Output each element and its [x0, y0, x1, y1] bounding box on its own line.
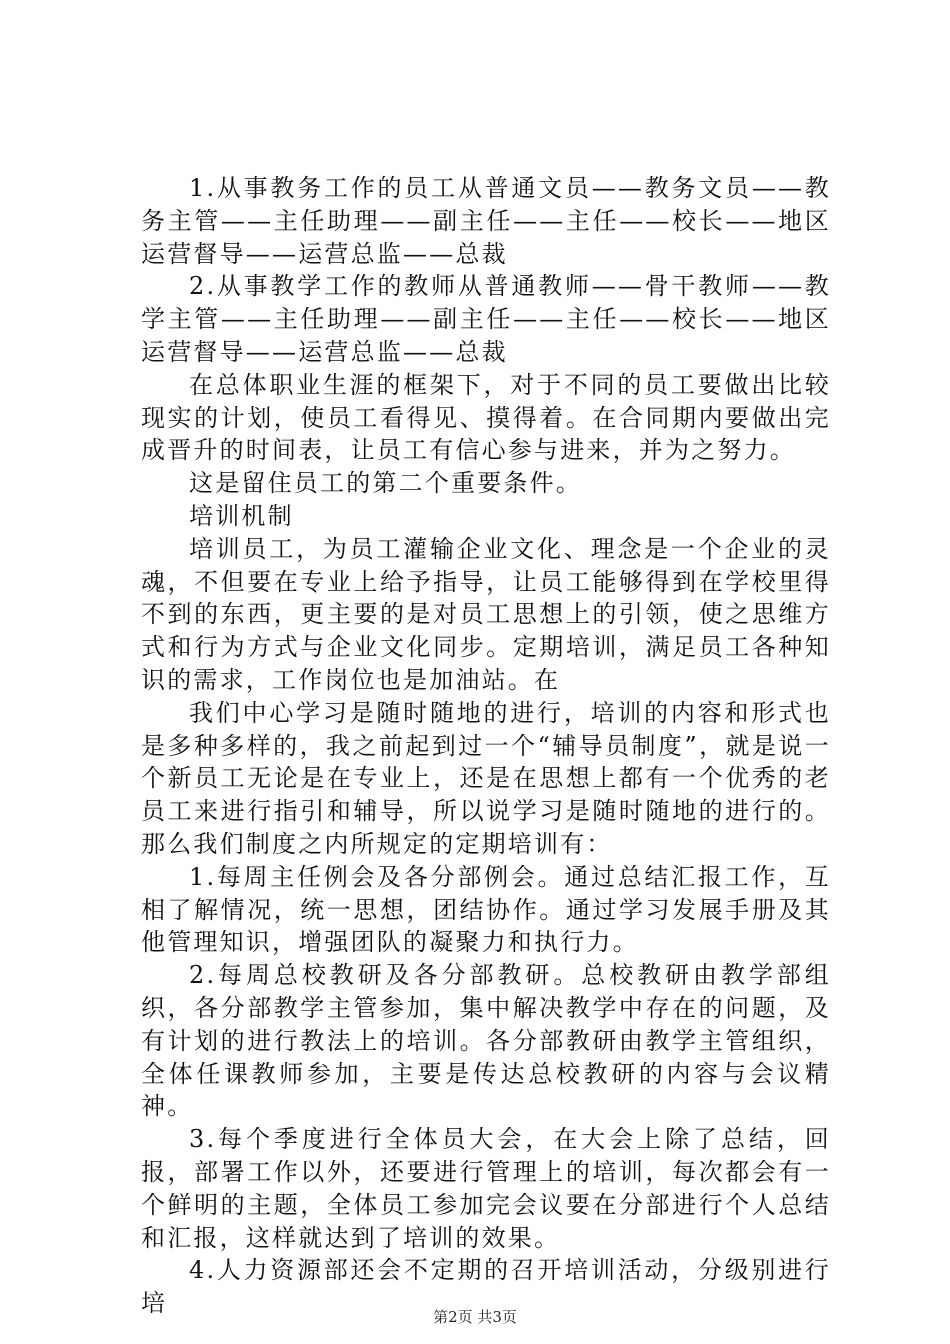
page-footer: 第2页 共3页 — [433, 1308, 517, 1326]
paragraph-weekly-meeting: 1.每周主任例会及各分部例会。通过总结汇报工作，互相了解情况，统一思想，团结协作。通过学习发展手册及其他管理知识，增强团队的凝聚力和执行力。 — [141, 862, 831, 957]
paragraph-training-culture: 培训员工，为员工灌输企业文化、理念是一个企业的灵魂，不但要在专业上给予指导，让员工能够得到在学校里得不到的东西，更主要的是对员工思想上的引领，使之思维方式和行为方式与企业文化同步。定期培训，满足员工各种知识的需求，工作岗位也是加油站。在 — [141, 534, 831, 694]
document-body — [141, 172, 831, 1320]
paragraph-career-path-admin: 1.从事教务工作的员工从普通文员——教务文员——教务主管——主任助理——副主任——主任——校长——地区运营督导——运营总监——总裁 — [141, 174, 831, 268]
paragraph-retention-condition: 这是留住员工的第二个重要条件。 — [189, 469, 582, 498]
paragraph-training-methods: 我们中心学习是随时随地的进行，培训的内容和形式也是多种多样的，我之前起到过一个“辅导员制度”，就是说一个新员工无论是在专业上，还是在思想上都有一个优秀的老员工来进行指引和辅导，所以说学习是随时随地的进行的。那么我们制度之内所规定的定期培训有： — [141, 698, 831, 858]
paragraph-quarterly-meeting: 3.每个季度进行全体员大会，在大会上除了总结，回报，部署工作以外，还要进行管理上的培训，每次都会有一个鲜明的主题，全体员工参加完会议要在分部进行个人总结和汇报，这样就达到了培训的效果。 — [141, 1125, 831, 1252]
paragraph-career-plan: 在总体职业生涯的框架下，对于不同的员工要做出比较现实的计划，使员工看得见、摸得着。在合同期内要做出完成晋升的时间表，让员工有信心参与进来，并为之努力。 — [141, 370, 831, 465]
paragraph-hr-training: 4.人力资源部还会不定期的召开培训活动，分级别进行培 — [141, 1256, 831, 1318]
paragraph-career-path-teaching: 2.从事教学工作的教师从普通教师——骨干教师——教学主管——主任助理——副主任——主任——校长——地区运营督导——运营总监——总裁 — [141, 272, 831, 366]
section-heading-training: 培训机制 — [189, 501, 294, 530]
paragraph-weekly-research: 2.每周总校教研及各分部教研。总校教研由教学部组织，各分部教学主管参加，集中解决教学中存在的问题，及有计划的进行教法上的培训。各分部教研由教学主管组织，全体任课教师参加，主要是传达总校教研的内容与会议精神。 — [141, 961, 831, 1121]
